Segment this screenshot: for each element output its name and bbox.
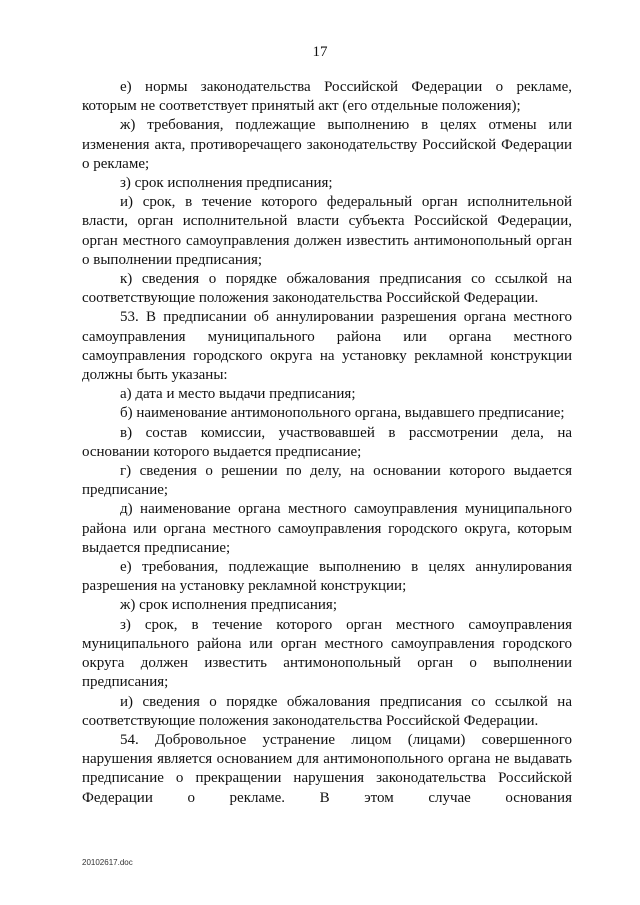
paragraph-i-notification-period: и) срок, в течение которого федеральный орган исполнительной власти, орган исполнительной власти субъекта Российской Федерации, орган местного самоуправления должен известить антимонопольный орган о выполнении предписания; [82, 194, 572, 268]
paragraph-g-case-decision: г) сведения о решении по делу, на основании которого выдается предписание; [82, 463, 572, 499]
paragraph-54-voluntary-elimination: 54. Добровольное устранение лицом (лицами) совершенного нарушения является основанием для антимонопольного органа не выдавать предписание о прекращении нарушения законодательства Российской Федерации о рекламе. В этом случае основания [82, 731, 572, 806]
page-number: 17 [312, 44, 328, 60]
paragraph-i-appeal-procedure: и) сведения о порядке обжалования предписания со ссылкой на соответствующие положения законодательства Российской Федерации. [82, 693, 572, 729]
paragraph-k-appeal-procedure: к) сведения о порядке обжалования предписания со ссылкой на соответствующие положения законодательства Российской Федерации. [82, 271, 572, 307]
paragraph-zh-requirements-cancel: ж) требования, подлежащие выполнению в целях отмены или изменения акта, противоречащего законодательству Российской Федерации о рекламе; [82, 117, 572, 172]
paragraph-b-authority-name: б) наименование антимонопольного органа, выдавшего предписание; [120, 405, 565, 422]
paragraph-d-local-authority: д) наименование органа местного самоуправления муниципального района или органа местного самоуправления городского округа, которым выдается предписание; [82, 501, 572, 556]
footer-filename: 20102617.doc [82, 858, 133, 867]
paragraph-z-notification-period: з) срок, в течение которого орган местного самоуправления муниципального района или орган местного самоуправления городского округа должен известить антимонопольный орган о выполнении предписания; [82, 616, 572, 691]
paragraph-e-annulment-requirements: е) требования, подлежащие выполнению в целях аннулирования разрешения на установку рекламной конструкции; [82, 559, 572, 595]
paragraph-v-commission: в) состав комиссии, участвовавшей в рассмотрении дела, на основании которого выдается предписание; [82, 424, 572, 460]
paragraph-53-annulment-order: 53. В предписании об аннулировании разрешения органа местного самоуправления муниципального района или органа местного самоуправления городского округа на установку рекламной конструкции должны быть указаны: [82, 309, 572, 384]
paragraph-z-deadline: з) срок исполнения предписания; [120, 175, 333, 192]
paragraph-a-date-place: а) дата и место выдачи предписания; [120, 386, 356, 403]
paragraph-e-advertising-law: е) нормы законодательства Российской Федерации о рекламе, которым не соответствует принятый акт (его отдельные положения); [82, 79, 572, 115]
document-body [82, 78, 572, 808]
paragraph-zh-deadline: ж) срок исполнения предписания; [120, 597, 337, 614]
